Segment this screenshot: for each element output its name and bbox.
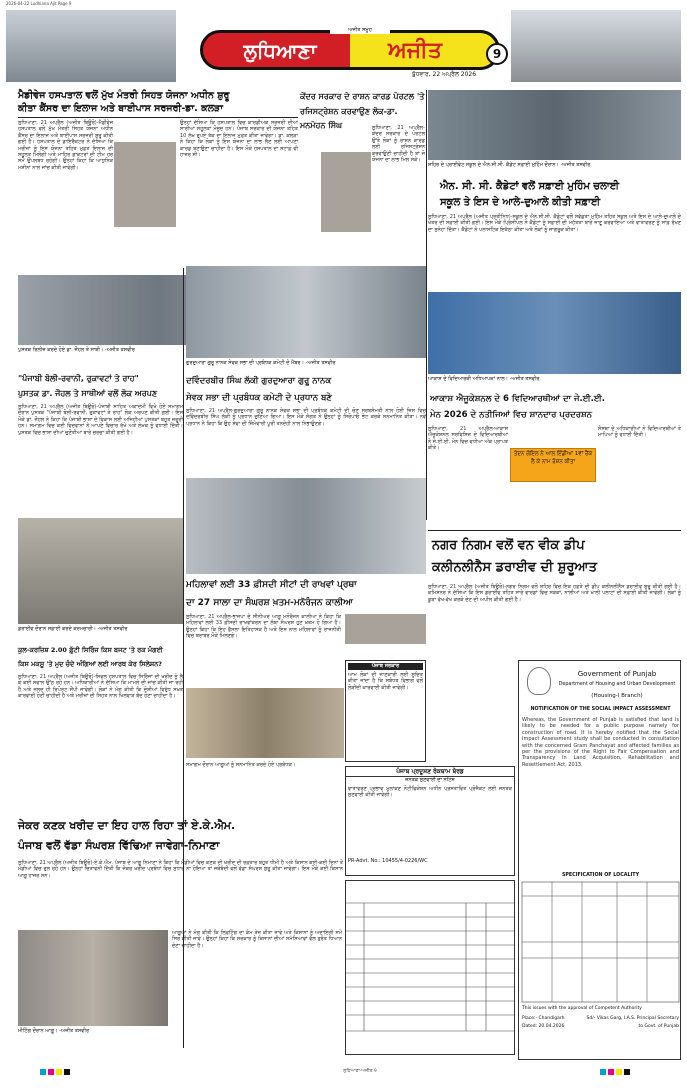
story10-headline-line2: ਪੰਜਾਬ ਵਲੋਂ ਵੱਡਾ ਸੰਘਰਸ਼ ਵਿੱਢਿਆ ਜਾਵੇਗਾ-ਨਿਮਾਣਾ (18, 839, 220, 852)
book-caption: ਪੁਸਤਕ ਰਿਲੀਜ਼ ਕਰਦੇ ਹੋਏ ਡਾ. ਜੌਹਲ ਤੇ ਸਾਥੀ। -ਅਜੀਤ ਤਸਵੀਰ (18, 347, 135, 353)
press-photo (186, 478, 426, 574)
gov-department: Department of Housing and Urban Development (558, 682, 676, 687)
story10-headline-line1: ਜੇਕਰ ਕਣਕ ਖਰੀਦ ਦਾ ਇਹ ਹਾਲ ਰਿਹਾ ਤਾਂ ਏ.ਕੇ.ਐਮ. (18, 819, 236, 832)
gov-place: Place:- Chandigarh (522, 1016, 565, 1021)
pollution-notice: ਪੰਜਾਬ ਪ੍ਰਦੂਸ਼ਣ ਰੋਕਥਾਮ ਬੋਰਡ ਜਨਤਕ ਸੁਣਵਾਈ ਦਾ ਨੋਟਿਸ ਵਾਤਾਵਰਣ ਪ੍ਰਭਾਵ ਮੁਲਾਂਕਣ ਨੋਟੀਫਿਕੇਸ਼ਨ ਅਧੀਨ ਪ੍ਰਸਤਾਵਿਤ ਪ੍ਰੋਜੈਕਟ ਲਈ ਜਨਤਕ ਸੁਣਵਾਈ ਕੀਤੀ ਜਾਵੇਗੀ। PR-Advt. No.: 10455/4-0226/WC (345, 766, 515, 876)
story7-headline-line2: ਦਾ 27 ਸਾਲਾ ਦਾ ਸੰਘਰਸ਼ ਖ਼ਤਮ-ਮਨੋਰੰਜਨ ਕਾਲੀਆ (186, 598, 353, 608)
story6-headline-line2: ਮੇਨ 2026 ਦੇ ਨਤੀਜਿਆਂ ਵਿਚ ਸ਼ਾਨਦਾਰ ਪ੍ਰਦਰਸ਼ਨ (430, 410, 592, 420)
students-caption: ਆਕਾਸ਼ ਦੇ ਵਿਦਿਆਰਥੀ ਅਧਿਆਪਕਾਂ ਨਾਲ। -ਅਜੀਤ ਤਸਵੀਰ (428, 376, 540, 382)
story4-headline-line1: "ਪੰਜਾਬੀ ਬੋਲੀ-ਰਵਾਨੀ, ਰੁਕਾਵਟਾਂ ਤੇ ਰਾਹ" (18, 374, 139, 383)
story8-headline-line2: ਕਲੀਨਲੀਨੈਸ ਡਰਾਈਵ ਦੀ ਸ਼ੁਰੂਆਤ (432, 560, 597, 575)
small-notice: ਪੰਜਾਬ ਸਰਕਾਰ ਆਮ ਲੋਕਾਂ ਦੀ ਜਾਣਕਾਰੀ ਲਈ ਸੂਚਿਤ ਕੀਤਾ ਜਾਂਦਾ ਹੈ ਕਿ ਸਬੰਧਤ ਵਿਭਾਗ ਵਲੋਂ ਲੋੜੀਂਦੀ ਕਾਰਵਾਈ ਕੀਤੀ ਜਾਵੇਗੀ। (345, 660, 426, 762)
tender-notice (345, 880, 515, 1055)
story1-body: ਲੁਧਿਆਣਾ, 21 ਅਪ੍ਰੈਲ (ਅਜੀਤ ਬਿਊਰੋ)-ਮੈਡੀਵੇਜ ਹਸਪਤਾਲ ਵਲੋਂ ਮੁੱਖ ਮੰਤਰੀ ਸਿਹਤ ਯੋਜਨਾ ਅਧੀਨ ਕੈਂਸਰ ਦਾ ਇਲਾਜ ਅਤੇ ਬਾਈਪਾਸ ਸਰਜਰੀ ਸ਼ੁਰੂ ਕੀਤੀ ਗਈ ਹੈ। ਹਸਪਤਾਲ ਦੇ ਡਾਇਰੈਕਟਰ ਨੇ ਦੱਸਿਆ ਕਿ ਮਰੀਜ਼ਾਂ ਨੂੰ ਇਸ ਯੋਜਨਾ ਤਹਿਤ ਮੁਫ਼ਤ ਇਲਾਜ ਦੀ ਸਹੂਲਤ ਮਿਲੇਗੀ ਅਤੇ ਮਾਹਿਰ ਡਾਕਟਰਾਂ ਦੀ ਟੀਮ ਹਰ ਸਮੇਂ ਉਪਲਬਧ ਰਹੇਗੀ। ਉਨ੍ਹਾਂ ਕਿਹਾ ਕਿ ਆਧੁਨਿਕ ਮਸ਼ੀਨਾਂ ਨਾਲ ਜਾਂਚ ਕੀਤੀ ਜਾਵੇਗੀ। (18, 120, 113, 171)
pollution-notice-title: ਪੰਜਾਬ ਪ੍ਰਦੂਸ਼ਣ ਰੋਕਥਾਮ ਬੋਰਡ (346, 767, 514, 777)
felicitation-body: ਸਮਾਗਮ ਦੌਰਾਨ ਆਗੂਆਂ ਨੂੰ ਸਨਮਾਨਿਤ ਕਰਦੇ ਹੋਏ ਪ੍ਰਬੰਧਕ। (186, 762, 296, 768)
story7-headline-line1: ਮਹਿਲਾਵਾਂ ਲਈ 33 ਫ਼ੀਸਦੀ ਸੀਟਾਂ ਦੀ ਰਾਖਵਾਂ ਪ੍ਰਥਾ (186, 580, 357, 590)
gov-title: Government of Punjab (577, 670, 657, 678)
story8-body: ਲੁਧਿਆਣਾ, 21 ਅਪ੍ਰੈਲ (ਅਜੀਤ ਬਿਊਰੋ)-ਨਗਰ ਨਿਗਮ ਵਲੋਂ ਸ਼ਹਿਰ ਵਿਚ ਇਕ ਹਫ਼ਤੇ ਦੀ ਡੀਪ ਕਲੀਨਲੀਨੈਸ ਡਰਾਈਵ ਸ਼ੁਰੂ ਕੀਤੀ ਗਈ ਹੈ। ਕਮਿਸ਼ਨਰ ਨੇ ਦੱਸਿਆ ਕਿ ਇਸ ਡਰਾਈਵ ਤਹਿਤ ਸਾਰੇ ਵਾਰਡਾਂ ਵਿਚ ਸੜਕਾਂ, ਨਾਲੀਆਂ ਅਤੇ ਖ਼ਾਲੀ ਪਲਾਟਾਂ ਦੀ ਸਫ਼ਾਈ ਕੀਤੀ ਜਾਵੇਗੀ। ਲੋਕਾਂ ਨੂੰ ਕੂੜਾ ਵੱਖ-ਵੱਖ ਕਰਕੇ ਦੇਣ ਦੀ ਅਪੀਲ ਕੀਤੀ ਗਈ ਹੈ। (428, 584, 681, 603)
gov-signatory: Sd/- Vikas Garg, I.A.S. Principal Secretary to Govt. of Punjab (586, 1016, 679, 1029)
story7-body: ਲੁਧਿਆਣਾ, 21 ਅਪ੍ਰੈਲ-ਭਾਜਪਾ ਦੇ ਸੀਨੀਅਰ ਆਗੂ ਮਨੋਰੰਜਨ ਕਾਲੀਆ ਨੇ ਕਿਹਾ ਕਿ ਮਹਿਲਾਵਾਂ ਲਈ 33 ਫ਼ੀਸਦੀ ਰਾਖਵਾਂਕਰਨ ਦਾ ਲੰਬਾ ਸੰਘਰਸ਼ ਹੁਣ ਖ਼ਤਮ ਹੋ ਗਿਆ ਹੈ। ਉਨ੍ਹਾਂ ਕਿਹਾ ਕਿ ਇਹ ਫ਼ੈਸਲਾ ਇਤਿਹਾਸਕ ਹੈ ਅਤੇ ਇਸ ਨਾਲ ਮਹਿਲਾਵਾਂ ਨੂੰ ਰਾਜਨੀਤੀ ਵਿਚ ਬਰਾਬਰ ਮੌਕੇ ਮਿਲਣਗੇ। (186, 614, 341, 640)
story3-headline-line1: ਐਨ. ਸੀ. ਸੀ. ਕੈਡੇਟਾਂ ਵਲੋਂ ਸਫ਼ਾਈ ਮੁਹਿੰਮ ਚਲਾਈ (440, 181, 620, 192)
gurdwara-caption: ਗੁਰਦੁਆਰਾ ਗੁਰੂ ਨਾਨਕ ਸੇਵਕ ਸਭਾ ਦੀ ਪ੍ਰਬੰਧਕ ਕਮੇਟੀ ਦੇ ਮੈਂਬਰ। -ਅਜੀਤ ਤਸਵੀਰ (186, 360, 336, 366)
story3-body: ਲੁਧਿਆਣਾ, 21 ਅਪ੍ਰੈਲ (ਅਜੀਤ ਪ੍ਰਤੀਨਿਧ)-ਸਕੂਲ ਦੇ ਐਨ.ਸੀ.ਸੀ. ਕੈਡੇਟਾਂ ਵਲੋਂ ਸਵੱਛਤਾ ਮੁਹਿੰਮ ਤਹਿਤ ਸਕੂਲ ਅਤੇ ਇਸ ਦੇ ਆਲੇ-ਦੁਆਲੇ ਦੇ ਖੇਤਰ ਦੀ ਸਫ਼ਾਈ ਕੀਤੀ ਗਈ। ਇਸ ਮੌਕੇ ਪ੍ਰਿੰਸੀਪਲ ਨੇ ਕੈਡੇਟਾਂ ਨੂੰ ਸਫ਼ਾਈ ਦੀ ਮਹੱਤਤਾ ਬਾਰੇ ਜਾਣੂ ਕਰਵਾਇਆ ਅਤੇ ਵਾਤਾਵਰਣ ਨੂੰ ਸਾਫ਼ ਰੱਖਣ ਦਾ ਸੁਨੇਹਾ ਦਿੱਤਾ। ਕੈਡੇਟਾਂ ਨੇ ਪਲਾਸਟਿਕ ਇਕੱਠਾ ਕੀਤਾ ਅਤੇ ਲੋਕਾਂ ਨੂੰ ਜਾਗਰੂਕ ਕੀਤਾ। (428, 214, 681, 233)
story2-headline-line2: ਰਜਿਸਟ੍ਰੇਸ਼ਨ ਕਰਵਾਉਣ ਲੋਕ-ਡਾ. ਮਨਮੋਹਨ ਸਿੰਘ (300, 107, 398, 130)
story6-body-col2: ਸੰਸਥਾ ਦੇ ਅਧਿਕਾਰੀਆਂ ਨੇ ਵਿਦਿਆਰਥੀਆਂ ਤੇ ਮਾਪਿਆਂ ਨੂੰ ਵਧਾਈ ਦਿੱਤੀ। (598, 426, 681, 439)
story5-headline-line2: ਸੇਵਕ ਸਭਾ ਦੀ ਪ੍ਰਬੰਧਕ ਕਮੇਟੀ ਦੇ ਪ੍ਰਧਾਨ ਬਣੇ (186, 393, 332, 403)
gov-notice-body: Whereas, the Government of Punjab is satisfied that land is likely to be needed for a public purpose namely for construction of road. It is hereby notified that the Social Impact Assessment study shall be conducted in consultation with the concerned Gram Panchayat and affected families as per the provisions of the Right to Fair Compensation and Transparency in Land Acquisition, Rehabilitation and Resettlement Act, 2013. (522, 717, 679, 768)
ncc-caption: ਸ਼ਹਿਰ ਦੇ ਪ੍ਰਾਈਵੇਟ ਸਕੂਲ ਦੇ ਐਨ.ਸੀ.ਸੀ. ਕੈਡੇਟ ਸਫ਼ਾਈ ਮੁਹਿੰਮ ਦੌਰਾਨ। -ਅਜੀਤ ਤਸਵੀਰ (428, 162, 591, 168)
column-rule (183, 268, 184, 1048)
meeting-caption: ਮੀਟਿੰਗ ਦੌਰਾਨ ਆਗੂ। -ਅਜੀਤ ਤਸਵੀਰ (18, 1028, 90, 1034)
meeting-photo (18, 930, 168, 1026)
rule (428, 530, 681, 531)
scooter-photo (18, 518, 183, 624)
rule (18, 117, 298, 118)
story6-highlight-box: ਤੰਦਨ ਗੋਇਲ ਨੇ ਆਲ ਇੰਡੀਆ 1ਵਾਂ ਰੈਂਕ ਲੈ ਕੇ ਨਾਮ ਰੋਸ਼ਨ ਕੀਤਾ (510, 448, 596, 482)
gov-notice-heading: NOTIFICATION OF THE SOCIAL IMPACT ASSESSMENT (530, 707, 671, 712)
story2-body: ਲੁਧਿਆਣਾ, 21 ਅਪ੍ਰੈਲ-ਕੇਂਦਰ ਸਰਕਾਰ ਦੇ ਪੋਰਟਲ ਉੱਤੇ ਲੋਕਾਂ ਨੂੰ ਰਾਸ਼ਨ ਕਾਰਡ ਲਈ ਰਜਿਸਟ੍ਰੇਸ਼ਨ ਕਰਵਾਉਣੀ ਚਾਹੀਦੀ ਹੈ ਤਾਂ ਜੋ ਯੋਜਨਾ ਦਾ ਲਾਭ ਮਿਲ ਸਕੇ। (372, 125, 425, 164)
registration-strip (0, 1066, 687, 1078)
story1-headline-line1: ਮੈਡੀਵੇਜ ਹਸਪਤਾਲ ਵਲੋਂ ਮੁੱਖ ਮੰਤਰੀ ਸਿਹਤ ਯੋਜਨਾ ਅਧੀਨ ਸ਼ੁਰੂ (18, 90, 230, 101)
masthead (0, 10, 687, 86)
gov-date: Dated: 20.04.2026 (522, 1024, 565, 1029)
story4-headline-line2: ਪੁਸਤਕ ਡਾ. ਜੌਹਲ ਤੇ ਸਾਥੀਆਂ ਵਲੋਂ ਲੋਕ ਅਰਪਣ (18, 389, 158, 398)
gov-notice (518, 660, 681, 1060)
small-notice-title: ਪੰਜਾਬ ਸਰਕਾਰ (348, 663, 423, 670)
gov-branch: (Housing-I Branch) (591, 693, 643, 699)
tender-notice-table (346, 881, 514, 1054)
ncc-photo (428, 90, 681, 160)
gurdwara-photo (186, 266, 426, 358)
students-photo (428, 292, 681, 374)
masthead-supertitle: ਅਜੀਤ ਸਮੂਹ (330, 26, 390, 34)
story2-portrait-photo (321, 152, 371, 232)
footer-slug: ਲੁਧਿਆਣਾ-ਅਜੀਤ 9 (343, 1069, 377, 1074)
story6-body: ਲੁਧਿਆਣਾ, 21 ਅਪ੍ਰੈਲ-ਆਕਾਸ਼ ਐਜੂਕੇਸ਼ਨਲ ਸਰਵਿਸਿਜ਼ ਦੇ ਵਿਦਿਆਰਥੀਆਂ ਨੇ ਜੇ.ਈ.ਈ. ਮੇਨ ਵਿਚ ਵਧੀਆ ਅੰਕ ਪ੍ਰਾਪਤ ਕੀਤੇ। (428, 426, 508, 452)
page-number: 9 (486, 43, 508, 65)
masthead-date: ਬੁੱਧਵਾਰ, 22 ਅਪ੍ਰੈਲ 2026 (412, 71, 477, 78)
scooter-caption: ਡਰਾਈਵ ਦੌਰਾਨ ਸਫ਼ਾਈ ਕਰਦੇ ਕਰਮਚਾਰੀ। -ਅਜੀਤ ਤਸਵੀਰ (18, 626, 128, 632)
column-rule (426, 90, 427, 520)
story9-headline-line1: ਕੁਲ-ਕਰਜ਼ਿਸ਼ 2.00 ਫ਼ੁੱਟੀ ਸਿਰਿੰਜ ਕਿਸ ਬਜਟ 'ਤੇ ਰਕ ਮੰਗਈ (18, 646, 163, 654)
story9-headline-line2: ਕਿਸ ਮਕਸੂ 'ਤੇ ਮੁਦ ਚੰਦੇ ਅੰਗਿਆਂ ਲਈ ਆਰਥ ਕੇਰ ਸਿਲੇਸ਼ਨ? (18, 660, 163, 668)
story1-portrait-photo (114, 142, 176, 227)
print-slug: 2026-04-22 Ludhiana Ajit Page 9 (6, 1, 72, 6)
story2-headline-line1: ਕੇਂਦਰ ਸਰਕਾਰ ਦੇ ਰਾਸ਼ਨ ਕਾਰਡ ਪੋਰਟਲ 'ਤੇ (300, 92, 425, 101)
gov-table-title: SPECIFICATION OF LOCALITY (561, 873, 640, 878)
story5-headline-line1: ਦਵਿੰਦਰਬੀਰ ਸਿੰਘ ਲੱਕੀ ਗੁਰਦੁਆਰਾ ਗੁਰੂ ਨਾਨਕ (186, 376, 332, 386)
masthead-left-photo (6, 10, 176, 82)
story9-body: ਲੁਧਿਆਣਾ, 21 ਅਪ੍ਰੈਲ (ਅਜੀਤ ਬਿਊਰੋ)-ਸਿਵਲ ਹਸਪਤਾਲ ਵਿਚ ਸਿਰਿੰਜਾਂ ਦੀ ਖ਼ਰੀਦ ਨੂੰ ਲੈ ਕੇ ਕਈ ਸਵਾਲ ਉੱਠ ਰਹੇ ਹਨ। ਅਧਿਕਾਰੀਆਂ ਨੇ ਦੱਸਿਆ ਕਿ ਮਾਮਲੇ ਦੀ ਜਾਂਚ ਕੀਤੀ ਜਾ ਰਹੀ ਹੈ ਅਤੇ ਜਲਦ ਹੀ ਰਿਪੋਰਟ ਸੌਂਪੀ ਜਾਵੇਗੀ। ਲੋਕਾਂ ਨੇ ਮੰਗ ਕੀਤੀ ਕਿ ਦੋਸ਼ੀਆਂ ਵਿਰੁੱਧ ਸਖ਼ਤ ਕਾਰਵਾਈ ਹੋਣੀ ਚਾਹੀਦੀ ਹੈ ਅਤੇ ਮਰੀਜ਼ਾਂ ਦੀ ਸਿਹਤ ਨਾਲ ਖਿਲਵਾੜ ਬੰਦ ਹੋਣਾ ਚਾਹੀਦਾ ਹੈ। (18, 674, 183, 700)
story10-body-col2: ਆਗੂਆਂ ਨੇ ਮੰਗ ਕੀਤੀ ਕਿ ਲਿਫ਼ਟਿੰਗ ਦਾ ਕੰਮ ਤੇਜ਼ ਕੀਤਾ ਜਾਵੇ ਅਤੇ ਕਿਸਾਨਾਂ ਨੂੰ ਅਦਾਇਗੀ ਸਮੇਂ ਸਿਰ ਕੀਤੀ ਜਾਵੇ। ਉਨ੍ਹਾਂ ਕਿਹਾ ਕਿ ਸਰਕਾਰ ਨੂੰ ਕਿਸਾਨਾਂ ਦੀਆਂ ਸਮੱਸਿਆਵਾਂ ਵੱਲ ਤੁਰੰਤ ਧਿਆਨ ਦੇਣਾ ਚਾਹੀਦਾ ਹੈ। (172, 930, 342, 949)
story6-headline-line1: ਆਕਾਸ਼ ਐਜੂਕੇਸ਼ਨਲ ਦੇ 6 ਵਿਦਿਆਰਥੀਆਂ ਦਾ ਜੇ.ਈ.ਈ. (430, 394, 606, 404)
masthead-right-photo (511, 10, 681, 82)
pollution-notice-subtitle: ਜਨਤਕ ਸੁਣਵਾਈ ਦਾ ਨੋਟਿਸ (405, 777, 455, 783)
story3-headline-line2: ਸਕੂਲ ਤੇ ਇਸ ਦੇ ਆਲੇ-ਦੁਆਲੇ ਕੀਤੀ ਸਫ਼ਾਈ (440, 197, 601, 208)
masthead-brand: ਅਜੀਤ (388, 38, 442, 63)
punjab-emblem-icon (527, 667, 551, 695)
masthead-city: ਲੁਧਿਆਣਾ (243, 39, 317, 63)
story8-headline-line1: ਨਗਰ ਨਿਗਮ ਵਲੋਂ ਵਨ ਵੀਕ ਡੀਪ (432, 538, 585, 553)
story10-body: ਲੁਧਿਆਣਾ, 21 ਅਪ੍ਰੈਲ (ਅਜੀਤ ਬਿਊਰੋ)-ਏ.ਕੇ.ਐਮ. ਪੰਜਾਬ ਦੇ ਆਗੂ ਨਿਮਾਣਾ ਨੇ ਕਿਹਾ ਕਿ ਮੰਡੀਆਂ ਵਿਚ ਕਣਕ ਦੀ ਖ਼ਰੀਦ ਦੀ ਰਫ਼ਤਾਰ ਬਹੁਤ ਧੀਮੀ ਹੈ ਅਤੇ ਕਿਸਾਨ ਕਈ-ਕਈ ਦਿਨਾਂ ਤੋਂ ਮੰਡੀਆਂ ਵਿਚ ਰੁਲ ਰਹੇ ਹਨ। ਉਨ੍ਹਾਂ ਚਿਤਾਵਨੀ ਦਿੱਤੀ ਕਿ ਜੇਕਰ ਖ਼ਰੀਦ ਪ੍ਰਬੰਧਾਂ ਵਿਚ ਸੁਧਾਰ ਨਾ ਹੋਇਆ ਤਾਂ ਜਥੇਬੰਦੀ ਵਲੋਂ ਵੱਡਾ ਸੰਘਰਸ਼ ਸ਼ੁਰੂ ਕੀਤਾ ਜਾਵੇਗਾ। ਇਸ ਮੌਕੇ ਕਈ ਕਿਸਾਨ ਆਗੂ ਹਾਜ਼ਰ ਸਨ। (18, 860, 343, 879)
story1-body-col2: ਉਨ੍ਹਾਂ ਦੱਸਿਆ ਕਿ ਹਸਪਤਾਲ ਵਿਚ ਕਾਰਡੀਅਕ ਸਰਜਰੀ ਦੀਆਂ ਸਾਰੀਆਂ ਸਹੂਲਤਾਂ ਮੌਜੂਦ ਹਨ। ਪੰਜਾਬ ਸਰਕਾਰ ਦੀ ਯੋਜਨਾ ਤਹਿਤ 10 ਲੱਖ ਰੁਪਏ ਤੱਕ ਦਾ ਇਲਾਜ ਮੁਫ਼ਤ ਕੀਤਾ ਜਾਵੇਗਾ। ਡਾ. ਕਲੜਾ ਨੇ ਕਿਹਾ ਕਿ ਲੋਕਾਂ ਨੂੰ ਇਸ ਯੋਜਨਾ ਦਾ ਲਾਭ ਲੈਣ ਲਈ ਆਪਣਾ ਕਾਰਡ ਬਣਾਉਣਾ ਚਾਹੀਦਾ ਹੈ। ਇਸ ਮੌਕੇ ਹਸਪਤਾਲ ਦਾ ਸਟਾਫ਼ ਵੀ ਹਾਜ਼ਰ ਸੀ। (180, 120, 298, 159)
story1-headline-line2: ਕੀਤਾ ਕੈਂਸਰ ਦਾ ਇਲਾਜ ਅਤੇ ਬਾਈਪਾਸ ਸਰਜਰੀ-ਡਾ. ਕਲੜਾ (18, 103, 223, 114)
kalia-photo (345, 614, 426, 644)
story5-body: ਲੁਧਿਆਣਾ, 21 ਅਪ੍ਰੈਲ-ਗੁਰਦੁਆਰਾ ਗੁਰੂ ਨਾਨਕ ਸੇਵਕ ਸਭਾ ਦੀ ਪ੍ਰਬੰਧਕ ਕਮੇਟੀ ਦੀ ਚੋਣ ਸਰਬਸੰਮਤੀ ਨਾਲ ਹੋਈ ਜਿਸ ਵਿਚ ਦਵਿੰਦਰਬੀਰ ਸਿੰਘ ਲੱਕੀ ਨੂੰ ਪ੍ਰਧਾਨ ਚੁਣਿਆ ਗਿਆ। ਇਸ ਮੌਕੇ ਸੰਗਤ ਨੇ ਉਨ੍ਹਾਂ ਨੂੰ ਸਿਰੋਪਾਓ ਭੇਟ ਕਰਕੇ ਸਨਮਾਨਿਤ ਕੀਤਾ। ਨਵੇਂ ਪ੍ਰਧਾਨ ਨੇ ਕਿਹਾ ਕਿ ਉਹ ਸੇਵਾ ਦੀ ਜ਼ਿੰਮੇਵਾਰੀ ਪੂਰੀ ਤਨਦੇਹੀ ਨਾਲ ਨਿਭਾਉਣਗੇ। (186, 408, 426, 427)
gov-locality-table (522, 882, 679, 1002)
gov-footer-note: This issues with the approval of Competent Authority (522, 1006, 642, 1011)
felicitation-photo (186, 688, 344, 758)
story4-body: ਲੁਧਿਆਣਾ, 21 ਅਪ੍ਰੈਲ (ਅਜੀਤ ਬਿਊਰੋ)-ਪੰਜਾਬੀ ਸਾਹਿਤ ਅਕਾਦਮੀ ਵਿਖੇ ਹੋਏ ਸਮਾਗਮ ਦੌਰਾਨ ਪੁਸਤਕ "ਪੰਜਾਬੀ ਬੋਲੀ-ਰਵਾਨੀ, ਰੁਕਾਵਟਾਂ ਤੇ ਰਾਹ" ਲੋਕ ਅਰਪਣ ਕੀਤੀ ਗਈ। ਇਸ ਮੌਕੇ ਡਾ. ਜੌਹਲ ਨੇ ਕਿਹਾ ਕਿ ਪੰਜਾਬੀ ਭਾਸ਼ਾ ਦੇ ਵਿਕਾਸ ਲਈ ਅਜਿਹੀਆਂ ਪੁਸਤਕਾਂ ਬਹੁਤ ਜ਼ਰੂਰੀ ਹਨ। ਸਮਾਗਮ ਵਿਚ ਕਈ ਵਿਦਵਾਨਾਂ ਨੇ ਆਪਣੇ ਵਿਚਾਰ ਰੱਖੇ ਅਤੇ ਲੇਖਕ ਨੂੰ ਵਧਾਈ ਦਿੱਤੀ। ਪੁਸਤਕ ਵਿਚ ਭਾਸ਼ਾ ਦੀਆਂ ਚੁਣੌਤੀਆਂ ਬਾਰੇ ਚਰਚਾ ਕੀਤੀ ਗਈ ਹੈ। (18, 404, 183, 436)
pollution-pr-number: PR-Advt. No.: 10455/4-0226/WC (348, 858, 428, 864)
